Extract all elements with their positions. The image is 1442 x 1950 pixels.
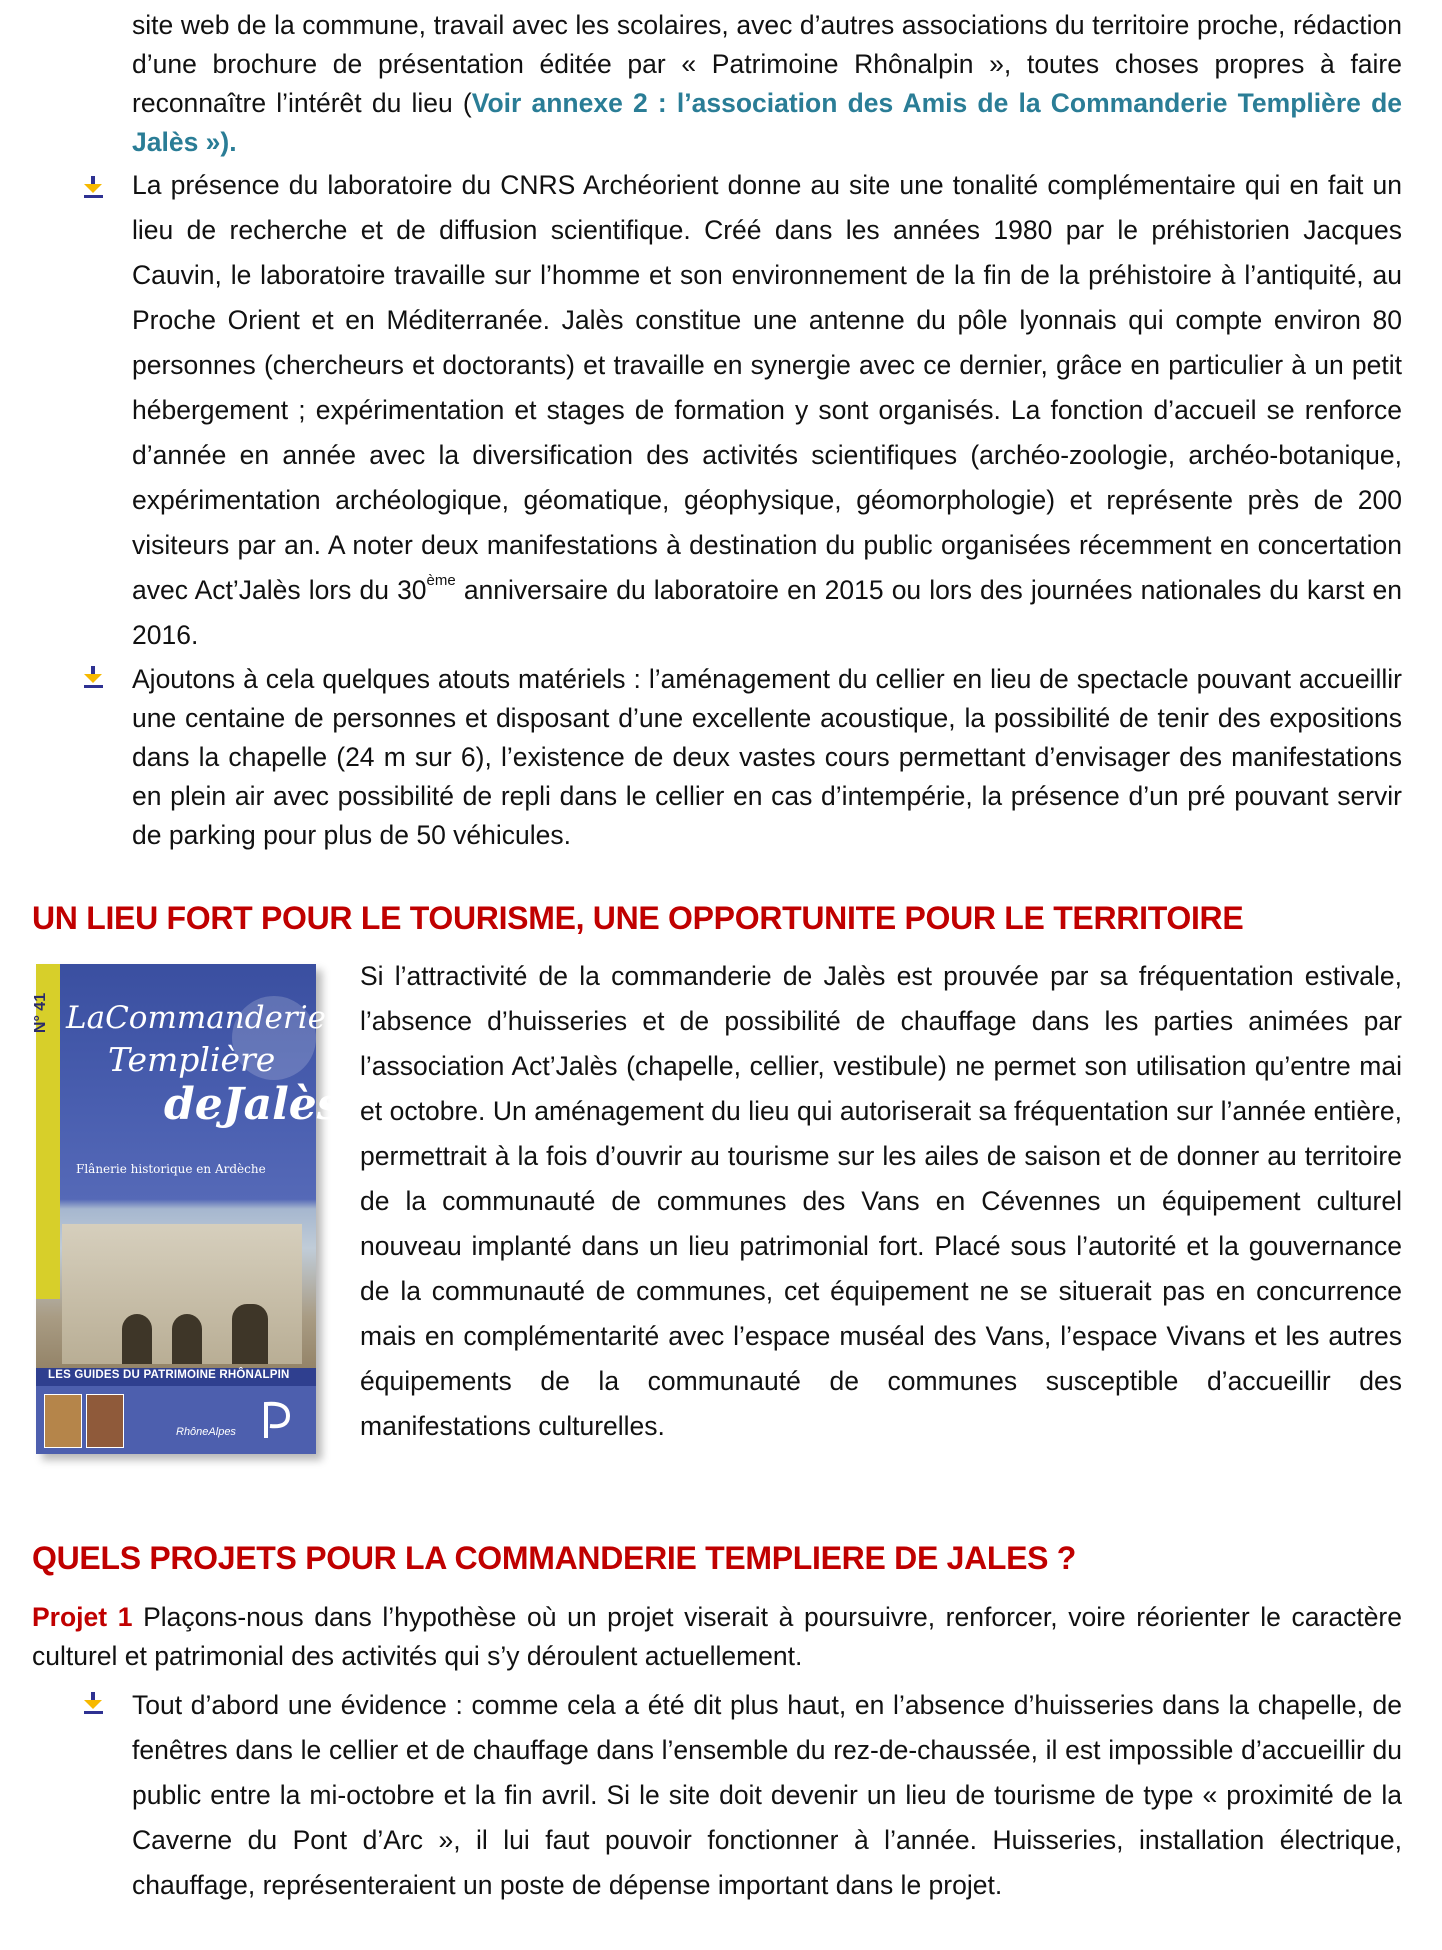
cover-subtitle: Flânerie historique en Ardèche xyxy=(76,1162,266,1176)
evidence-paragraph: Tout d’abord une évidence : comme cela a été dit plus haut, en l’absence d’huisseries dans la chapelle, de fenêtres dans le cellier et de chauffage dans l’ensemble du rez-de-chaussée, il est impossible d’accueillir du public entre la mi-octobre et la fin avril. Si le site doit devenir un lieu de tourisme de type « proximité de la Caverne du Pont d’Arc », il lui faut pouvoir fonctionner à l’année. Huisseries, installation électrique, chauffage, représenteraient un poste de dépense important dans le projet. xyxy=(132,1690,1402,1900)
arch-shape xyxy=(122,1314,152,1364)
building-photo xyxy=(62,1224,302,1364)
projet1-paragraph: Projet 1 Plaçons-nous dans l’hypothèse où un projet viserait à poursuivre, renforcer, voire réorienter le caractère culturel et patrimonial des activités qui s’y déroulent actuellement. xyxy=(32,1602,1402,1671)
cover-title-line1: LaCommanderie xyxy=(66,1000,326,1036)
cover-title-line3: deJalès xyxy=(164,1079,342,1130)
cover-footer xyxy=(36,1386,316,1454)
patrimoine-logo-icon xyxy=(258,1398,298,1442)
book-cover-image xyxy=(32,964,342,1454)
arch-shape xyxy=(232,1304,268,1364)
arrow-bullet-icon xyxy=(82,1692,106,1716)
projet1-label: Projet 1 xyxy=(32,1602,133,1632)
annex-link[interactable]: Voir annexe 2 : l’association des Amis de la Commanderie Templière de Jalès »). xyxy=(132,88,1403,157)
cover-title-line2: Templière xyxy=(108,1040,276,1079)
fresco-thumbnail xyxy=(44,1394,82,1448)
arrow-bullet-icon xyxy=(82,176,106,200)
arrow-bullet-icon xyxy=(82,666,106,690)
tourism-paragraph: Si l’attractivité de la commanderie de Jalès est prouvée par sa fréquentation estivale, l’absence d’huisseries et de possibilité de chauffage dans les parties animées par l’association Act’Jalès (chapelle, cellier, vestibule) ne permet son utilisation qu’entre mai et octobre. Un aménagement du lieu qui autoriserait sa fréquentation sur l’année entière, permettrait à la fois d’ouvrir au tourisme sur les ailes de saison et de donner au territoire de la communauté de communes des Vans en Cévennes un équipement culturel nouveau implanté dans un lieu patrimonial fort. Placé sous l’autorité et la gouvernance de la communauté de communes, cet équipement ne se situerait pas en concurrence mais en complémentarité avec l’espace muséal des Vans, l’espace Vivans et les autres équipements de la communauté de communes susceptible d’accueillir des manifestations culturelles. xyxy=(360,961,1402,1441)
portal-thumbnail xyxy=(86,1394,124,1448)
assets-paragraph: Ajoutons à cela quelques atouts matériels : l’aménagement du cellier en lieu de spectacle pouvant accueillir une centaine de personnes et disposant d’une excellente acoustique, la possibilité de tenir des expositions dans la chapelle (24 m sur 6), l’existence de deux vastes cours permettant d’envisager des manifestations en plein air avec possibilité de repli dans le cellier en cas d’intempérie, la présence d’un pré pouvant servir de parking pour plus de 50 véhicules. xyxy=(132,664,1402,850)
cnrs-paragraph: La présence du laboratoire du CNRS Archéorient donne au site une tonalité complémentaire qui en fait un lieu de recherche et de diffusion scientifique. Créé dans les années 1980 par le préhistorien Jacques Cauvin, le laboratoire travaille sur l’homme et son environnement de la fin de la préhistoire à l’antiquité, au Proche Orient et en Méditerranée. Jalès constitue une antenne du pôle lyonnais qui compte environ 80 personnes (chercheurs et doctorants) et travaille en synergie avec ce dernier, grâce en particulier à un petit hébergement ; expérimentation et stages de formation y sont organisés. La fonction d’accueil se renforce d’année en année avec la diversification des activités scientifiques (archéo-zoologie, archéo-botanique, expérimentation archéologique, géomatique, géophysique, géomorphologie) et représente près de 200 visiteurs par an. A noter deux manifestations à destination du public organisées récemment en concertation avec Act’Jalès lors du 30ème anniversaire du laboratoire en 2015 ou lors des journées nationales du karst en 2016. xyxy=(132,170,1402,650)
intro-paragraph: site web de la commune, travail avec les scolaires, avec d’autres associations du territoire proche, rédaction d’une brochure de présentation éditée par « Patrimoine Rhônalpin », toutes choses propres à faire reconnaître l’intérêt du lieu (Voir annexe 2 : l’association des Amis de la Commanderie Templière de Jalès »). xyxy=(132,10,1403,157)
region-logo: RhôneAlpes xyxy=(176,1426,236,1438)
issue-strip: N° 41 xyxy=(36,964,60,1299)
series-band: LES GUIDES DU PATRIMOINE RHÔNALPIN xyxy=(36,1368,316,1386)
arch-shape xyxy=(172,1314,202,1364)
section-heading-tourism: UN LIEU FORT POUR LE TOURISME, UNE OPPORTUNITE POUR LE TERRITOIRE xyxy=(32,900,1244,936)
section-heading-projects: QUELS PROJETS POUR LA COMMANDERIE TEMPLIERE DE JALES ? xyxy=(32,1540,1077,1576)
